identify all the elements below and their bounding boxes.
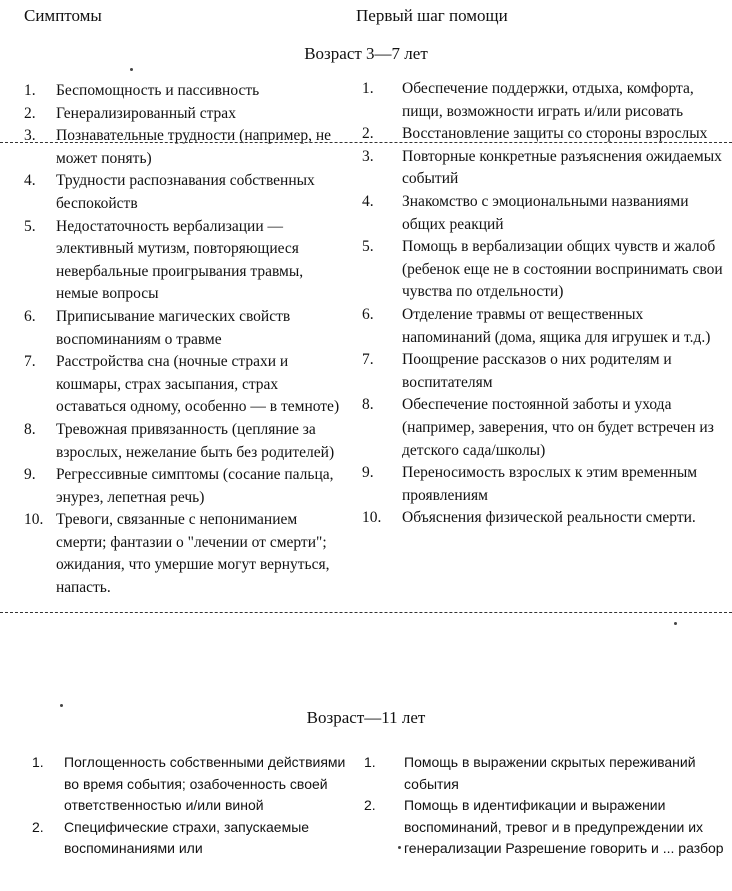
symptoms-list [10, 80, 348, 600]
header-symptoms: Симптомы [24, 6, 102, 25]
list-item: 5. Недостаточность вербализации — элективный мутизм, повторяющиеся невербальные проигрывания травмы, немые вопросы [24, 217, 304, 303]
list-item: 5. Помощь в вербализации общих чувств и жалоб (ребенок еще не в состоянии воспринимать свои чувства по отдельности) [362, 238, 723, 301]
list-item: 1. Помощь в выражении скрытых переживаний события [364, 754, 696, 792]
list-item: 3. Познавательные трудности (например, не может понять) [24, 127, 332, 167]
speck [60, 704, 63, 707]
list-item: 10. Тревоги, связанные с непониманием смерти; фантазии о "лечении от смерти"; ожидания, что умершие могут вернуться, напасть. [24, 511, 330, 597]
list-item: 9. Переносимость взрослых к этим временным проявлениям [362, 464, 698, 504]
speck [398, 846, 401, 849]
list-item: 8. Тревожная привязанность (цепляние за взрослых, нежелание быть без родителей) [24, 420, 335, 461]
speck [674, 622, 677, 625]
list-item: 2. Генерализированный страх [24, 104, 236, 122]
list-item: 3. Повторные конкретные разъяснения ожидаемых событий [362, 147, 722, 188]
list-item: 4. Знакомство с эмоциональными названиями общих реакций [362, 192, 689, 233]
header-first-aid: Первый шаг помощи [356, 6, 508, 25]
list-item: 1. Беспомощность и пассивность [24, 82, 260, 99]
list-item: 2. Специфические страхи, запускаемые воспоминаниями или [32, 818, 310, 856]
list-item: 8. Обеспечение постоянной заботы и ухода (например, заверения, что он будет встречен из детского сада/школы) [362, 396, 714, 459]
dashed-rule [0, 142, 732, 143]
symptoms-list [18, 752, 348, 860]
list-item: 1. Обеспечение поддержки, отдыха, комфорта, пищи, возможности играть и/или рисовать [362, 80, 694, 120]
list-item: 4. Трудности распознавания собственных беспокойств [24, 172, 315, 212]
list-item: 1. Поглощенность собственными действиями во время события; озабоченность своей ответственностью и/или виной [32, 754, 346, 813]
list-item: 9. Регрессивные симптомы (сосание пальца, энурез, лепетная речь) [24, 466, 334, 506]
list-item: 6. Отделение травмы от вещественных напоминаний (дома, ящика для игрушек и т.д.) [362, 305, 711, 346]
list-item: 2. Помощь в идентификации и выражении воспоминаний, тревог и в предупреждении их генерализации Разрешение говорить и ... разбор [364, 797, 724, 856]
aid-list [352, 78, 724, 530]
list-item: 2. Восстановление защиты со стороны взрослых [362, 125, 708, 143]
dashed-rule [0, 612, 732, 613]
section-title: Возраст—11 лет [306, 708, 426, 727]
list-item: 6. Приписывание магических свойств воспоминаниям о травме [24, 307, 291, 348]
aid-list [354, 752, 724, 860]
section-title: Возраст 3—7 лет [304, 44, 428, 63]
speck [130, 68, 133, 71]
list-item: 7. Расстройства сна (ночные страхи и кошмары, страх засыпания, страх оставаться одному, особенно — в темноте) [24, 353, 340, 416]
list-item: 10. Объяснения физической реальности смерти. [362, 509, 696, 527]
list-item: 7. Поощрение рассказов о них родителям и воспитателям [362, 351, 672, 391]
